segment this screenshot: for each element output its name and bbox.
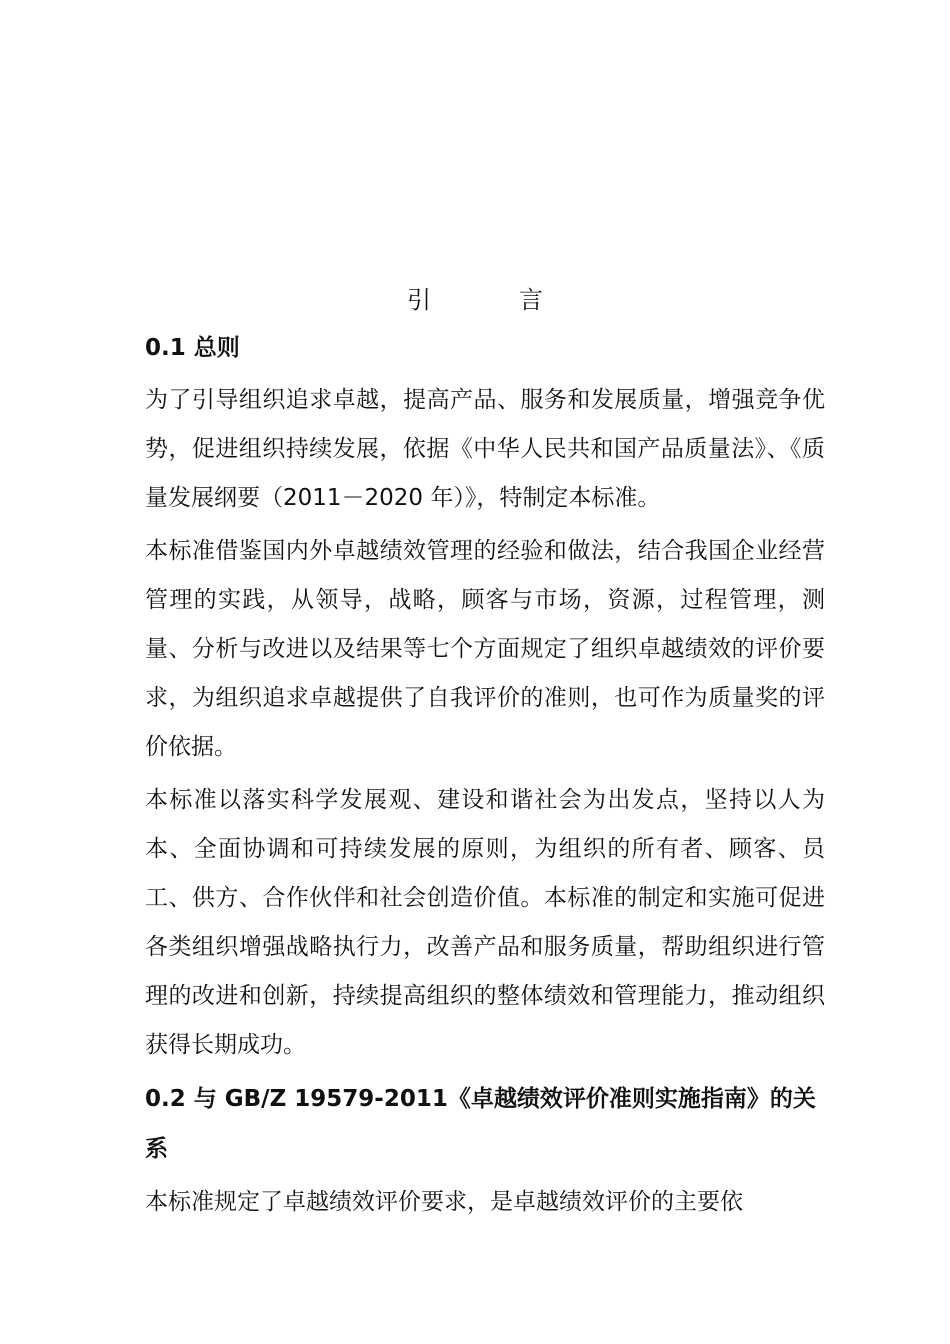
document-body <box>145 326 825 1227</box>
title-char-2: 言 <box>519 286 543 314</box>
section-heading-0-1: 0.1 总则 <box>145 335 240 361</box>
paragraph-general-1: 为了引导组织追求卓越，提高产品、服务和发展质量，增强竞争优势，促进组织持续发展，依据《中华人民共和国产品质量法》、《质量发展纲要（2011－2020 年）》，特制定本标准。 <box>145 387 825 511</box>
paragraph-general-2: 本标准借鉴国内外卓越绩效管理的经验和做法，结合我国企业经营管理的实践，从领导，战略，顾客与市场，资源，过程管理，测量、分析与改进以及结果等七个方面规定了组织卓越绩效的评价要求，为组织追求卓越提供了自我评价的准则，也可作为质量奖的评价依据。 <box>145 538 825 760</box>
paragraph-general-3: 本标准以落实科学发展观、建设和谐社会为出发点，坚持以人为本、全面协调和可持续发展的原则，为组织的所有者、顾客、员工、供方、合作伙伴和社会创造价值。本标准的制定和实施可促进各类组织增强战略执行力，改善产品和服务质量，帮助组织进行管理的改进和创新，持续提高组织的整体绩效和管理能力，推动组织获得长期成功。 <box>145 787 825 1058</box>
title-char-1: 引 <box>407 286 431 314</box>
paragraph-relation-1: 本标准规定了卓越绩效评价要求，是卓越绩效评价的主要依 <box>145 1189 743 1215</box>
section-heading-0-2: 0.2 与 GB/Z 19579-2011《卓越绩效评价准则实施指南》的关系 <box>145 1086 816 1162</box>
document-title <box>0 284 950 316</box>
